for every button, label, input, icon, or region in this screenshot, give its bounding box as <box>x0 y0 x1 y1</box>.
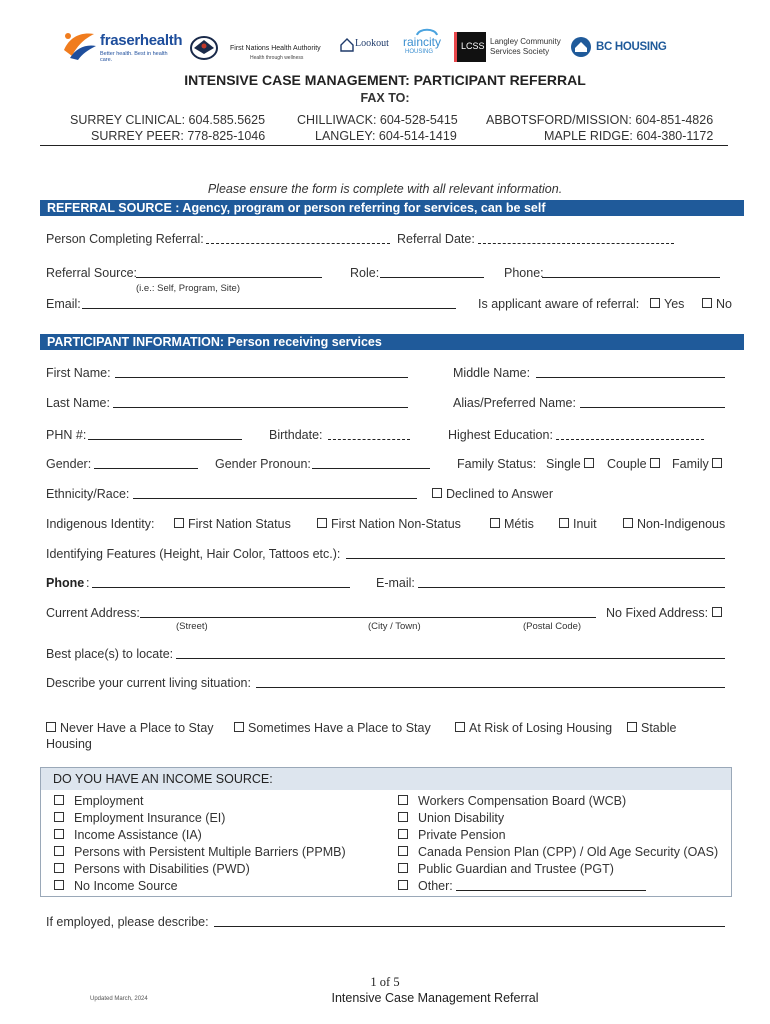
declined-checkbox[interactable] <box>432 488 442 498</box>
fnha-tagline: Health through wellness <box>250 55 304 61</box>
form-title: INTENSIVE CASE MANAGEMENT: PARTICIPANT REFERRAL <box>184 72 586 88</box>
ind-metis-checkbox[interactable] <box>490 518 500 528</box>
income-title-row <box>41 768 731 790</box>
phn-field[interactable] <box>88 439 242 440</box>
best-place-label: Best place(s) to locate: <box>46 647 174 661</box>
family-couple-option[interactable]: Couple <box>607 457 664 471</box>
referral-source-field[interactable] <box>136 277 322 278</box>
family-checkbox[interactable] <box>712 458 722 468</box>
couple-checkbox[interactable] <box>650 458 660 468</box>
email-label: E-mail: <box>376 576 415 590</box>
phone-label: Phone <box>46 576 85 590</box>
ind-first-nation-status[interactable]: First Nation Status <box>174 517 291 531</box>
ind-nonind-checkbox[interactable] <box>623 518 633 528</box>
family-family-option[interactable]: Family <box>672 457 726 471</box>
logo-bchousing <box>570 36 674 62</box>
ind-metis[interactable]: Métis <box>490 517 534 531</box>
birthdate-field[interactable] <box>328 439 410 440</box>
last-name-field[interactable] <box>113 407 408 408</box>
form-instruction: Please ensure the form is complete with all relevant information. <box>207 182 563 196</box>
lcss-badge: LCSS <box>454 32 486 62</box>
address-postal-hint: (Postal Code) <box>523 621 582 632</box>
wcb-checkbox[interactable] <box>398 795 408 805</box>
ethnicity-field[interactable] <box>133 498 417 499</box>
features-label: Identifying Features (Height, Hair Color, Tattoos etc.): <box>46 547 341 561</box>
logo-fnha <box>188 34 328 64</box>
ia-checkbox[interactable] <box>54 829 64 839</box>
never-checkbox[interactable] <box>46 722 56 732</box>
fax-langley: LANGLEY: 604-514-1419 <box>315 129 457 143</box>
gender-field[interactable] <box>94 468 198 469</box>
ind-non-indigenous[interactable]: Non-Indigenous <box>623 517 725 531</box>
fax-surrey-peer: SURREY PEER: 778-825-1046 <box>91 129 266 143</box>
income-wcb[interactable]: Workers Compensation Board (WCB) <box>398 794 626 808</box>
referral-source-hint: (i.e.: Self, Program, Site) <box>136 283 241 294</box>
bchousing-mark-icon <box>570 36 592 58</box>
lookout-house-icon <box>340 38 354 52</box>
role-label: Role: <box>350 266 380 280</box>
address-city-hint: (City / Town) <box>368 621 421 632</box>
participant-section-bar: PARTICIPANT INFORMATION: Person receiving services <box>40 334 744 350</box>
fax-abbotsford: ABBOTSFORD/MISSION: 604-851-4826 <box>486 113 714 127</box>
sometimes-checkbox[interactable] <box>234 722 244 732</box>
first-name-label: First Name: <box>46 366 111 380</box>
housing-never-option[interactable]: Never Have a Place to Stay <box>46 721 214 735</box>
fraserhealth-mark-icon <box>60 28 100 62</box>
income-private-pension[interactable]: Private Pension <box>398 828 506 842</box>
email-field[interactable] <box>418 587 725 588</box>
declined-option[interactable]: Declined to Answer <box>432 487 553 501</box>
fax-maple-ridge: MAPLE RIDGE: 604-380-1172 <box>544 129 714 143</box>
single-checkbox[interactable] <box>584 458 594 468</box>
ind-fns-checkbox[interactable] <box>174 518 184 528</box>
private-pension-checkbox[interactable] <box>398 829 408 839</box>
income-cpp-oas[interactable]: Canada Pension Plan (CPP) / Old Age Security (OAS) <box>398 845 718 859</box>
address-label: Current Address: <box>46 606 140 620</box>
last-name-label: Last Name: <box>46 396 110 410</box>
updated-date: Updated March, 2024 <box>90 996 148 1002</box>
income-none[interactable]: No Income Source <box>54 879 178 893</box>
family-status-label: Family Status: <box>457 457 537 471</box>
lcss-name-2: Services Society <box>490 47 550 56</box>
aware-no-option[interactable]: No <box>702 297 732 311</box>
income-ppmb[interactable]: Persons with Persistent Multiple Barriers (PPMB) <box>54 845 346 859</box>
family-single-option[interactable]: Single <box>546 457 598 471</box>
income-union[interactable]: Union Disability <box>398 811 504 825</box>
ind-first-nation-non-status[interactable]: First Nation Non-Status <box>317 517 461 531</box>
union-checkbox[interactable] <box>398 812 408 822</box>
ind-fnns-checkbox[interactable] <box>317 518 327 528</box>
fnha-name: First Nations Health Authority <box>230 45 321 52</box>
pwd-checkbox[interactable] <box>54 863 64 873</box>
none-checkbox[interactable] <box>54 880 64 890</box>
living-label: Describe your current living situation: <box>46 676 251 690</box>
phone-field[interactable] <box>92 587 350 588</box>
person-completing-field[interactable] <box>206 243 390 244</box>
middle-name-label: Middle Name: <box>453 366 531 380</box>
risk-checkbox[interactable] <box>455 722 465 732</box>
fax-chilliwack: CHILLIWACK: 604-528-5415 <box>297 113 458 127</box>
header-divider <box>40 145 728 146</box>
income-other-field[interactable] <box>456 890 646 891</box>
living-field[interactable] <box>256 687 725 688</box>
stable-checkbox[interactable] <box>627 722 637 732</box>
referral-email-label: Email: <box>46 297 81 311</box>
indigenous-label: Indigenous Identity: <box>46 517 155 531</box>
role-field[interactable] <box>380 277 484 278</box>
pronoun-field[interactable] <box>312 468 430 469</box>
income-other[interactable]: Other: <box>398 879 453 893</box>
income-pgt[interactable]: Public Guardian and Trustee (PGT) <box>398 862 614 876</box>
employed-field[interactable] <box>214 926 725 927</box>
alias-field[interactable] <box>580 407 725 408</box>
ethnicity-label: Ethnicity/Race: <box>46 487 130 501</box>
pronoun-label: Gender Pronoun: <box>215 457 311 471</box>
lookout-wordmark: Lookout <box>355 38 389 49</box>
pgt-checkbox[interactable] <box>398 863 408 873</box>
lcss-name-1: Langley Community <box>490 37 561 46</box>
fraserhealth-wordmark: fraserhealth <box>100 32 183 49</box>
other-checkbox[interactable] <box>398 880 408 890</box>
alias-label: Alias/Preferred Name: <box>453 396 576 410</box>
referral-date-label: Referral Date: <box>397 232 475 246</box>
features-field[interactable] <box>346 558 725 559</box>
fraserhealth-tagline: Better health. Best in health care. <box>100 51 168 63</box>
fax-to-label: FAX TO: <box>360 91 410 105</box>
employed-label: If employed, please describe: <box>46 915 209 929</box>
income-pwd[interactable]: Persons with Disabilities (PWD) <box>54 862 250 876</box>
referral-phone-field[interactable] <box>542 277 720 278</box>
page-number: 1 of 5 <box>370 975 400 989</box>
address-field[interactable] <box>140 617 596 618</box>
no-fixed-address-option[interactable]: No Fixed Address: <box>606 606 726 620</box>
aware-yes-option[interactable]: Yes <box>650 297 684 311</box>
person-completing-label: Person Completing Referral: <box>46 232 204 246</box>
housing-stable-option[interactable]: Stable <box>627 721 676 735</box>
no-fixed-checkbox[interactable] <box>712 607 722 617</box>
income-title: DO YOU HAVE AN INCOME SOURCE: <box>53 772 273 786</box>
best-place-field[interactable] <box>176 658 725 659</box>
logo-lcss <box>454 32 566 62</box>
income-ei[interactable]: Employment Insurance (EI) <box>54 811 225 825</box>
bchousing-wordmark: BC HOUSING <box>596 41 667 53</box>
education-field[interactable] <box>556 439 704 440</box>
ei-checkbox[interactable] <box>54 812 64 822</box>
logo-fraserhealth <box>56 26 183 64</box>
fnha-eagle-icon <box>188 34 220 62</box>
logo-raincity <box>403 26 453 60</box>
ppmb-checkbox[interactable] <box>54 846 64 856</box>
middle-name-field[interactable] <box>536 377 725 378</box>
employment-checkbox[interactable] <box>54 795 64 805</box>
aware-label: Is applicant aware of referral: <box>478 297 640 311</box>
referral-phone-label: Phone: <box>504 266 544 280</box>
no-checkbox[interactable] <box>702 298 712 308</box>
logo-lookout <box>340 36 396 58</box>
yes-checkbox[interactable] <box>650 298 660 308</box>
ind-inuit-checkbox[interactable] <box>559 518 569 528</box>
housing-wrap-text: Housing <box>46 737 92 751</box>
raincity-wordmark: raincity <box>403 35 442 49</box>
referral-source-label: Referral Source: <box>46 266 138 280</box>
raincity-sub: HOUSING <box>405 49 434 55</box>
referral-date-field[interactable] <box>478 243 674 244</box>
doc-title-footer: Intensive Case Management Referral <box>331 991 539 1005</box>
income-employment[interactable]: Employment <box>54 794 143 808</box>
referral-section-bar: REFERRAL SOURCE : Agency, program or person referring for services, can be self <box>40 200 744 216</box>
income-ia[interactable]: Income Assistance (IA) <box>54 828 202 842</box>
housing-risk-option[interactable]: At Risk of Losing Housing <box>455 721 612 735</box>
birthdate-label: Birthdate: <box>269 428 323 442</box>
fax-surrey-clinical: SURREY CLINICAL: 604.585.5625 <box>70 113 266 127</box>
housing-sometimes-option[interactable]: Sometimes Have a Place to Stay <box>234 721 431 735</box>
phn-label: PHN #: <box>46 428 87 442</box>
ind-inuit[interactable]: Inuit <box>559 517 597 531</box>
first-name-field[interactable] <box>115 377 408 378</box>
gender-label: Gender: <box>46 457 92 471</box>
referral-email-field[interactable] <box>82 308 456 309</box>
address-street-hint: (Street) <box>176 621 208 632</box>
education-label: Highest Education: <box>448 428 553 442</box>
cpp-checkbox[interactable] <box>398 846 408 856</box>
